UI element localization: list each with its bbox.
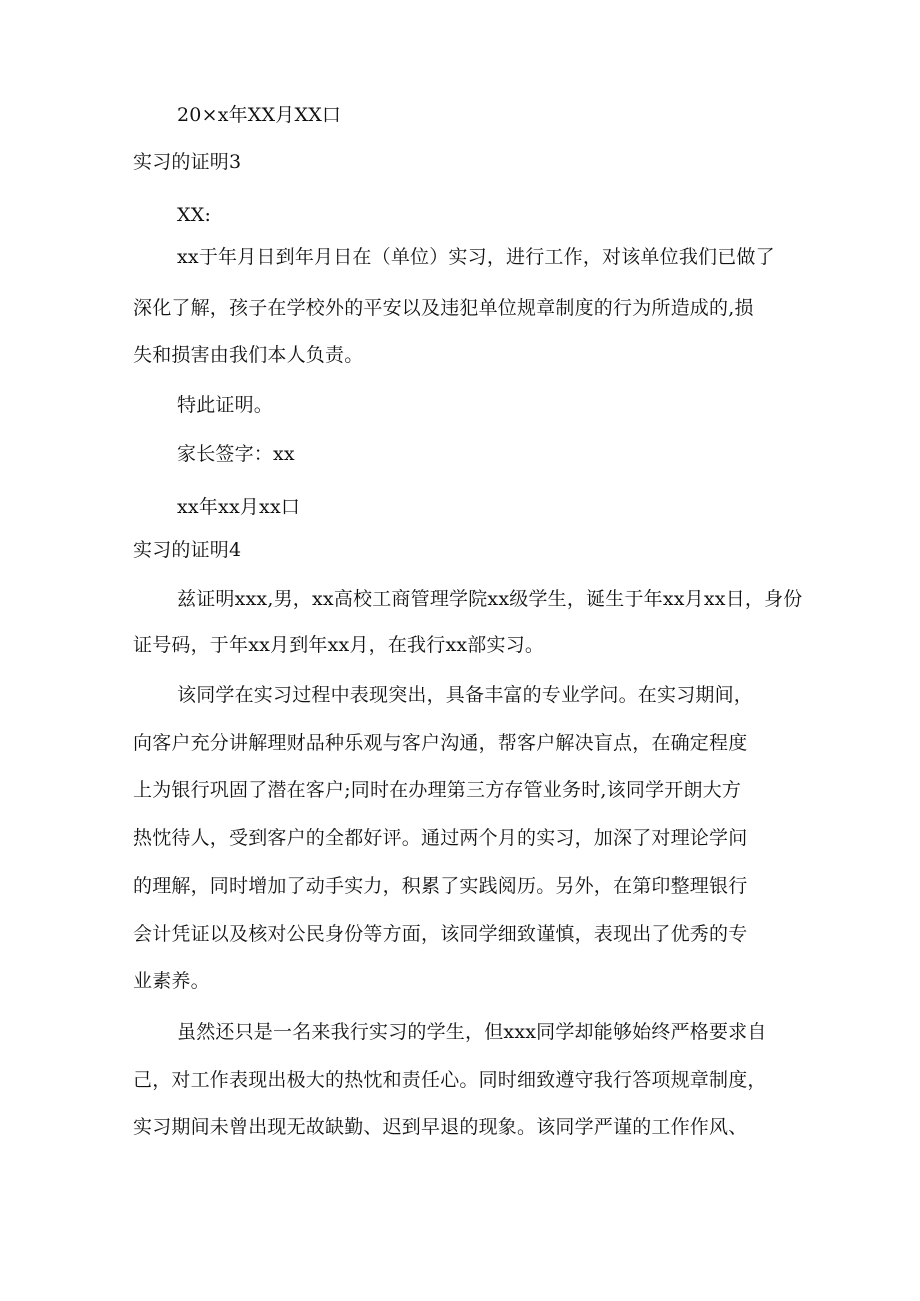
section-4-para-3-line-1: 虽然还只是一名来我行实习的学生，但xxx同学却能够始终严格要求自	[177, 1021, 767, 1043]
section-3-date: xx年xx月xx口	[177, 496, 301, 518]
section-3-title: 实习的证明3	[133, 151, 242, 173]
section-3-para-1-line-2: 深化了解，孩子在学校外的平安以及违犯单位规章制度的行为所造成的,损	[133, 297, 754, 319]
section-4-para-2-line-3: 上为银行巩固了潜在客户;同时在办理第三方存管业务时,该同学开朗大方	[133, 779, 742, 801]
section-4-para-1-line-1: 兹证明xxx,男，xx高校工商管理学院xx级学生，诞生于年xx月xx日，身份	[177, 588, 803, 610]
section-3-para-1-line-1: xx于年月日到年月日在（单位）实习，进行工作，对该单位我们已做了	[177, 246, 775, 268]
section-4-para-3-line-2: 己，对工作表现出极大的热忱和责任心。同时细致遵守我行答项规章制度，	[133, 1069, 767, 1091]
section-4-para-2-line-4: 热忱待人，受到客户的全都好评。通过两个月的实习，加深了对理论学问	[133, 827, 748, 849]
section-3-salutation: XX:	[177, 204, 212, 226]
section-4-para-2-line-1: 该同学在实习过程中表现突出，具备丰富的专业学问。在实习期间，	[177, 684, 754, 706]
section-3-closing: 特此证明。	[177, 394, 274, 416]
section-4-para-2-line-6: 会计凭证以及核对公民身份等方面，该同学细致谨慎，表现出了优秀的专	[133, 923, 748, 945]
date-top: 20×x年XX月XX口	[177, 104, 342, 126]
section-3-para-1-line-3: 失和损害由我们本人负责。	[133, 344, 364, 366]
section-4-title: 实习的证明4	[133, 539, 242, 561]
section-3-signature: 家长签字：xx	[177, 443, 295, 465]
section-4-para-2-line-2: 向客户充分讲解理财品种乐观与客户沟通，帮客户解决盲点，在确定程度	[133, 732, 748, 754]
section-4-para-3-line-3: 实习期间未曾出现无故缺勤、迟到早退的现象。该同学严谨的工作作风、	[133, 1116, 748, 1138]
section-4-para-2-line-7: 业素养。	[133, 970, 210, 992]
section-4-para-1-line-2: 证号码，于年xx月到年xx月，在我行xx部实习。	[133, 634, 545, 656]
section-4-para-2-line-5: 的理解，同时增加了动手实力，积累了实践阅历。另外，在第印整理银行	[133, 875, 748, 897]
